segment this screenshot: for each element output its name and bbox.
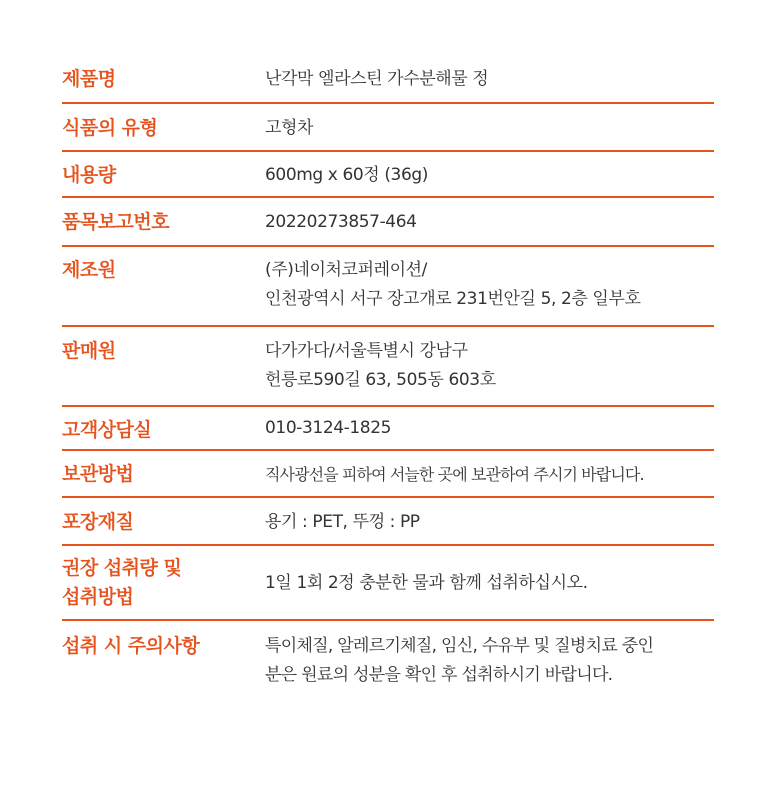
- row-value: [265, 256, 720, 314]
- row-value: [265, 208, 720, 237]
- value-line: 1일 1회 2정 충분한 물과 함께 섭취하십시오.: [265, 573, 588, 593]
- row-label: 제품명: [62, 68, 116, 90]
- row-value: [265, 65, 720, 94]
- value-line: 다가가다/서울특별시 강남구: [265, 341, 468, 361]
- row-value: [265, 508, 720, 537]
- value-line: 헌릉로590길 63, 505동 603호: [265, 370, 496, 390]
- value-line: (주)네이처코퍼레이션/: [265, 260, 427, 280]
- value-line: 난각막 엘라스틴 가수분해물 정: [265, 69, 489, 89]
- row-value: [265, 414, 720, 443]
- value-line: 010-3124-1825: [265, 418, 392, 438]
- value-line: 용기 : PET, 뚜껑 : PP: [265, 512, 420, 532]
- row-packaging: [62, 498, 714, 546]
- row-food-type: [62, 104, 714, 152]
- row-intake-method: [62, 546, 714, 621]
- row-product-name: [62, 56, 714, 104]
- row-storage: [62, 451, 714, 498]
- row-label: 고객상담실: [62, 419, 152, 441]
- row-seller: [62, 327, 714, 407]
- row-value: [265, 114, 720, 143]
- row-label: 품목보고번호: [62, 211, 170, 233]
- row-report-number: [62, 198, 714, 247]
- product-info-table: [62, 56, 714, 711]
- row-label: 포장재질: [62, 511, 134, 533]
- row-value: [265, 632, 720, 690]
- value-line: 특이체질, 알레르기체질, 임신, 수유부 및 질병치료 중인: [265, 636, 654, 656]
- row-label: 보관방법: [62, 463, 134, 485]
- row-label: 식품의 유형: [62, 117, 158, 139]
- value-line: 600mg x 60정 (36g): [265, 165, 429, 185]
- row-label: 섭취 시 주의사항: [62, 635, 200, 657]
- row-label: [62, 554, 252, 612]
- row-label: 판매원: [62, 340, 116, 362]
- row-label: 내용량: [62, 164, 116, 186]
- row-precautions: [62, 621, 714, 711]
- row-customer-service: [62, 407, 714, 451]
- label-line: 권장 섭취량 및: [62, 557, 182, 579]
- row-value: [265, 161, 720, 190]
- value-line: 직사광선을 피하여 서늘한 곳에 보관하여 주시기 바랍니다.: [265, 465, 644, 484]
- row-value: [265, 337, 720, 395]
- value-line: 분은 원료의 성분을 확인 후 섭취하시기 바랍니다.: [265, 665, 613, 685]
- row-content-amount: [62, 152, 714, 198]
- row-label: 제조원: [62, 259, 116, 281]
- row-value: [265, 460, 720, 489]
- value-line: 20220273857-464: [265, 212, 417, 232]
- label-line: 섭취방법: [62, 586, 134, 608]
- row-value: [265, 569, 720, 598]
- value-line: 고형차: [265, 118, 314, 138]
- value-line: 인천광역시 서구 장고개로 231번안길 5, 2층 일부호: [265, 289, 641, 309]
- row-manufacturer: [62, 247, 714, 327]
